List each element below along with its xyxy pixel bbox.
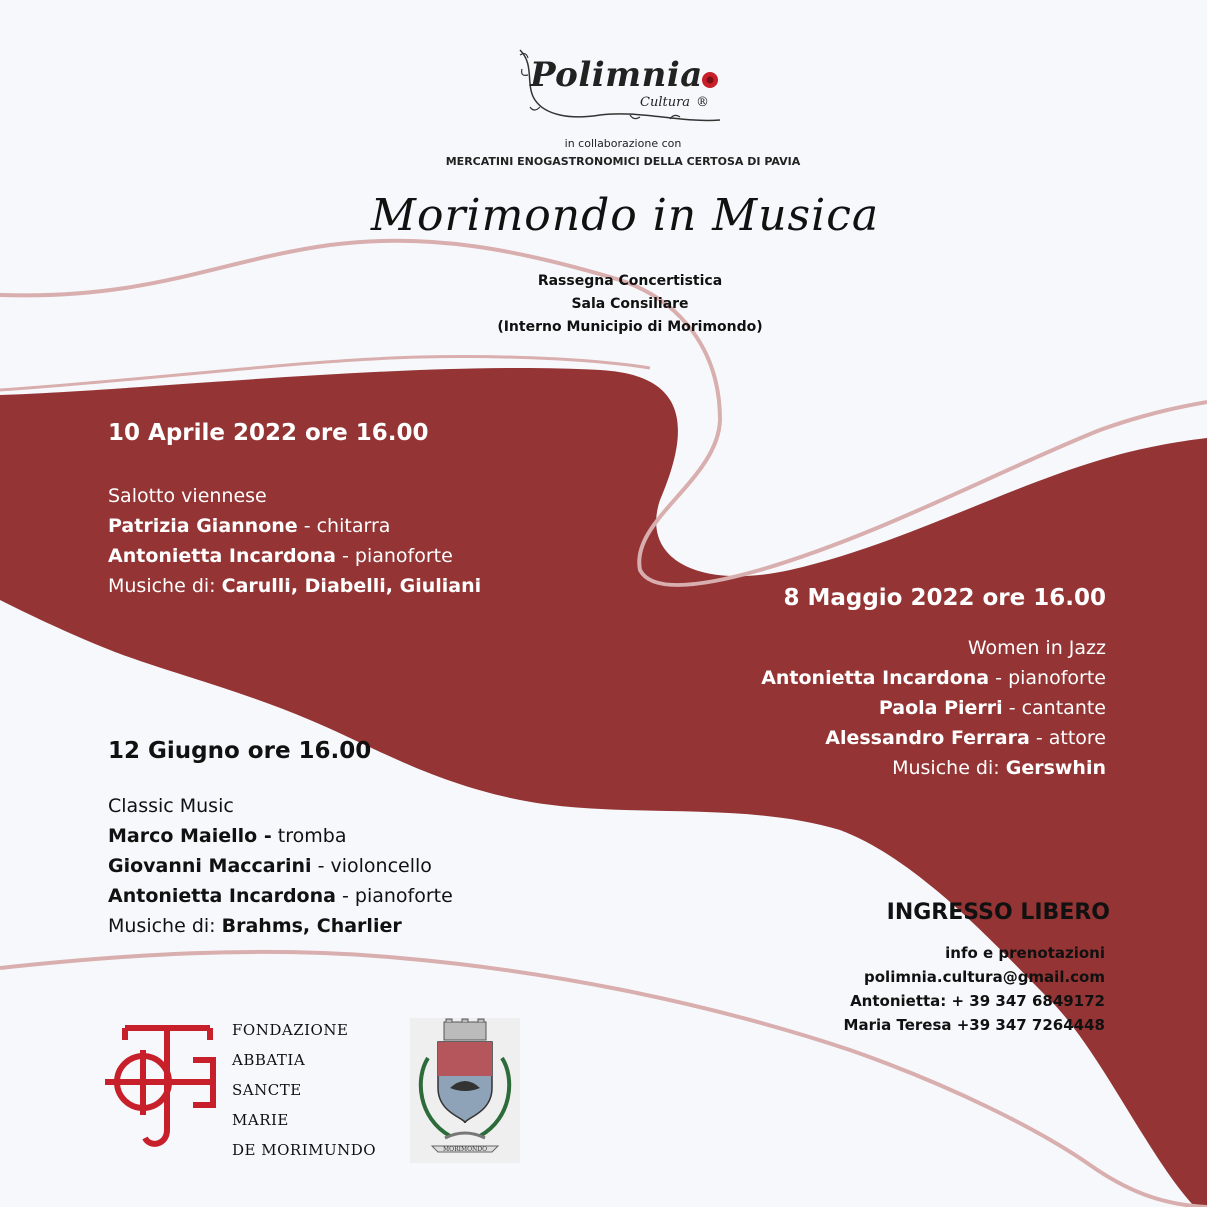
performer-line <box>108 881 588 911</box>
event-2 <box>606 585 1106 783</box>
performer-line <box>108 821 588 851</box>
venue-line-2: Sala Consiliare <box>571 296 689 312</box>
composers-line <box>108 571 588 601</box>
coat-of-arms-icon <box>410 1018 520 1163</box>
performer-name: Antonietta Incardona <box>108 885 336 907</box>
performer-role: - pianoforte <box>335 545 453 567</box>
event-date: 12 Giugno ore 16.00 <box>108 738 372 764</box>
event-subtitle: Women in Jazz <box>967 637 1106 659</box>
music-label: Musiche di: <box>892 757 1006 779</box>
fondazione-line: DE MORIMUNDO <box>232 1141 377 1159</box>
event-date: 10 Aprile 2022 ore 16.00 <box>108 420 429 446</box>
performer-name: Antonietta Incardona <box>108 545 336 567</box>
event-date: 8 Maggio 2022 ore 16.00 <box>783 585 1106 611</box>
performer-line <box>606 663 1106 693</box>
fondazione-line: SANCTE <box>232 1081 302 1099</box>
contact-email[interactable]: polimnia.cultura@gmail.com <box>864 968 1105 986</box>
logo-name: Polimnia <box>530 55 703 95</box>
composers: Gerswhin <box>1005 757 1106 779</box>
logo-sub-text: Cultura <box>640 95 691 110</box>
crest-ribbon-text: MORIMONDO <box>443 1146 487 1153</box>
performer-role: - attore <box>1029 727 1106 749</box>
fondazione-line: MARIE <box>232 1111 289 1129</box>
performer-role: tromba <box>271 825 347 847</box>
performer-role: - pianoforte <box>989 667 1106 689</box>
performer-name: Paola Pierri <box>878 697 1003 719</box>
logo-sub <box>640 95 709 110</box>
fondazione-line: ABBATIA <box>232 1051 306 1069</box>
performer-name: Giovanni Maccarini <box>108 855 312 877</box>
venue-line-1: Rassegna Concertistica <box>537 273 723 289</box>
event-subtitle: Salotto viennese <box>108 485 267 507</box>
performer-role: - violoncello <box>311 855 432 877</box>
performer-role: - cantante <box>1002 697 1106 719</box>
venue-info <box>430 270 830 339</box>
performer-name: Marco Maiello - <box>108 825 272 847</box>
performer-name: Patrizia Giannone <box>108 515 298 537</box>
performer-line <box>108 541 588 571</box>
fondazione-logo-icon <box>95 1020 225 1150</box>
performer-role: - chitarra <box>297 515 391 537</box>
ingresso-libero: INGRESSO LIBERO <box>886 900 1110 925</box>
performer-name: Antonietta Incardona <box>761 667 990 689</box>
contact-phone-2[interactable]: Maria Teresa +39 347 7264448 <box>843 1016 1105 1034</box>
polimnia-logo <box>510 45 730 130</box>
music-label: Musiche di: <box>108 575 222 597</box>
fondazione-text <box>232 1015 402 1165</box>
performer-name: Alessandro Ferrara <box>825 727 1030 749</box>
performer-line <box>606 723 1106 753</box>
contact-phone-1[interactable]: Antonietta: + 39 347 6849172 <box>850 992 1105 1010</box>
music-label: Musiche di: <box>108 915 222 937</box>
fondazione-line: FONDAZIONE <box>232 1021 349 1039</box>
performer-role: - pianoforte <box>335 885 453 907</box>
performer-line <box>606 693 1106 723</box>
composers-line <box>108 911 588 941</box>
event-title: Morimondo in Musica <box>370 190 880 241</box>
registered-mark: ® <box>696 95 710 110</box>
morimondo-crest <box>410 1018 520 1163</box>
event-1 <box>108 420 588 601</box>
collab-intro: in collaborazione con <box>564 137 682 150</box>
collab-partner: MERCATINI ENOGASTRONOMICI DELLA CERTOSA DI PAVIA <box>445 155 801 168</box>
contact-label: info e prenotazioni <box>945 944 1105 962</box>
venue-line-3: (Interno Municipio di Morimondo) <box>497 319 763 335</box>
event-subtitle: Classic Music <box>108 795 234 817</box>
performer-line <box>108 511 588 541</box>
event-3 <box>108 738 588 941</box>
performer-line <box>108 851 588 881</box>
contact-info <box>700 941 1105 1037</box>
composers: Brahms, Charlier <box>221 915 402 937</box>
composers: Carulli, Diabelli, Giuliani <box>221 575 482 597</box>
composers-line <box>606 753 1106 783</box>
